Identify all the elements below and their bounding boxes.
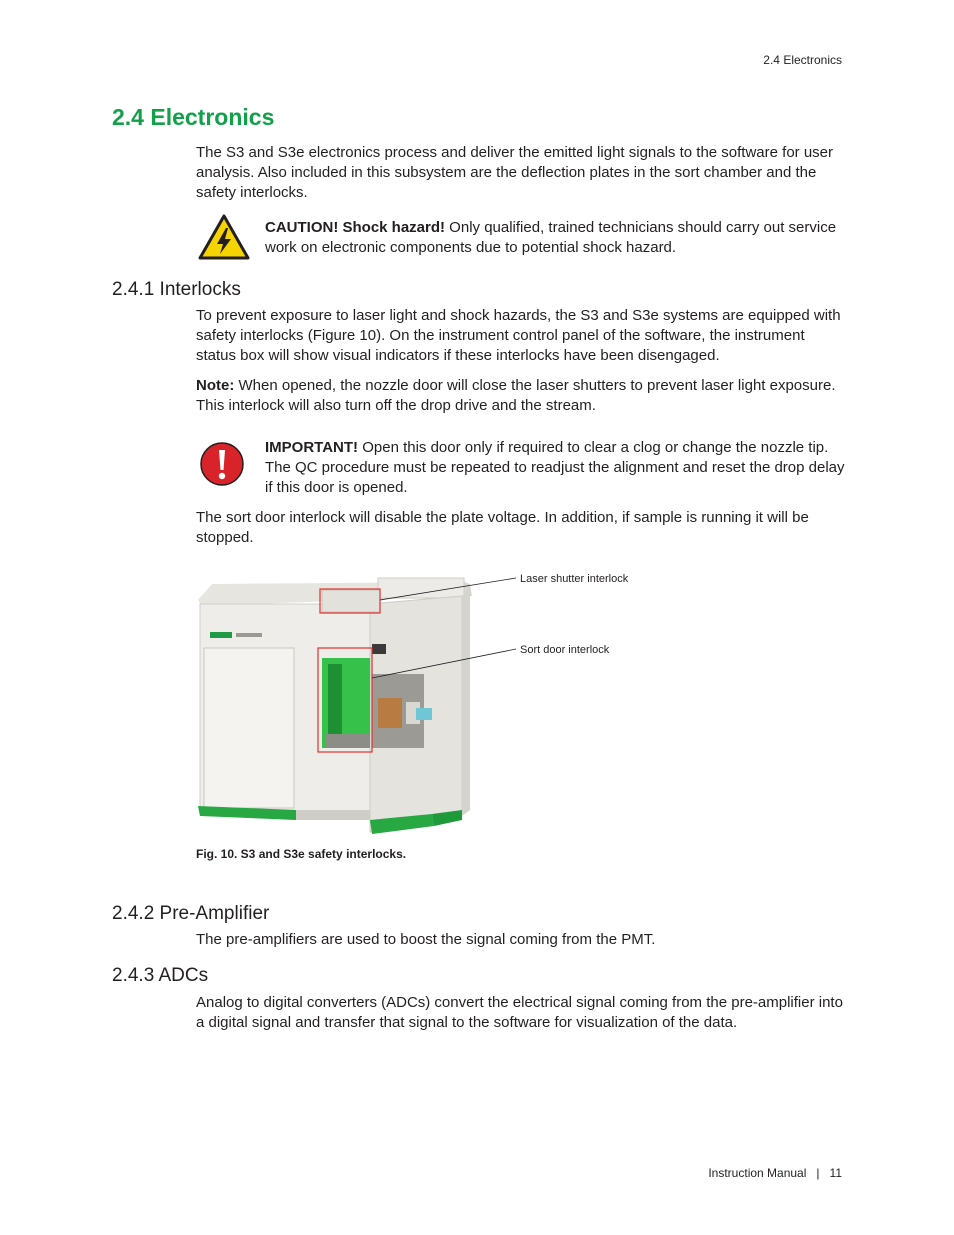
important-body: Open this door only if required to clear a clog or change the nozzle tip. The QC procedure must be repeated to readjust the alignment and reset the drop delay if this door is opened.	[265, 439, 845, 496]
footer-manual: Instruction Manual	[708, 1166, 807, 1180]
preamp-heading: 2.4.2 Pre-Amplifier	[112, 903, 270, 924]
sort-door-paragraph: The sort door interlock will disable the plate voltage. In addition, if sample is running it will be stopped.	[196, 509, 809, 546]
interlocks-paragraph: To prevent exposure to laser light and shock hazards, the S3 and S3e systems are equipped with safety interlocks (Figure 10). On the instrument control panel of the software, the instrument status box will show visual indicators if these interlocks have been disengaged.	[196, 307, 841, 364]
note-paragraph	[196, 376, 846, 416]
interlocks-heading: 2.4.1 Interlocks	[112, 279, 241, 300]
important-text	[265, 438, 845, 498]
instrument-figure	[192, 548, 652, 848]
preamp-paragraph: The pre-amplifiers are used to boost the signal coming from the PMT.	[196, 931, 656, 948]
page-footer	[708, 1166, 842, 1180]
caution-label: CAUTION! Shock hazard!	[265, 219, 446, 236]
caution-body: Only qualified, trained technicians should carry out service work on electronic components due to potential shock hazard.	[265, 219, 837, 256]
adcs-paragraph: Analog to digital converters (ADCs) convert the electrical signal coming from the pre-amplifier into a digital signal and transfer that signal to the software for visualization of the data.	[196, 994, 843, 1031]
note-label: Note:	[196, 377, 235, 394]
important-label: IMPORTANT!	[265, 439, 359, 456]
shock-hazard-icon	[198, 213, 250, 261]
adcs-heading: 2.4.3 ADCs	[112, 965, 209, 986]
caution-text	[265, 218, 845, 258]
intro-paragraph: The S3 and S3e electronics process and deliver the emitted light signals to the software for user analysis. Also included in this subsystem are the deflection plates in the sort chamber and the safety interlocks.	[196, 144, 834, 201]
cell-sorter-illustration	[192, 548, 652, 848]
figure-caption: Fig. 10. S3 and S3e safety interlocks.	[196, 847, 407, 861]
laser-shutter-label: Laser shutter interlock	[520, 573, 629, 585]
important-icon	[199, 441, 245, 487]
footer-separator: |	[816, 1166, 820, 1180]
page-number: 11	[829, 1166, 842, 1180]
note-body: When opened, the nozzle door will close the laser shutters to prevent laser light exposure. This interlock will also turn off the drop drive and the stream.	[196, 377, 836, 414]
running-head: 2.4 Electronics	[763, 53, 842, 67]
section-title: 2.4 Electronics	[112, 104, 275, 130]
sort-door-label: Sort door interlock	[520, 644, 610, 656]
